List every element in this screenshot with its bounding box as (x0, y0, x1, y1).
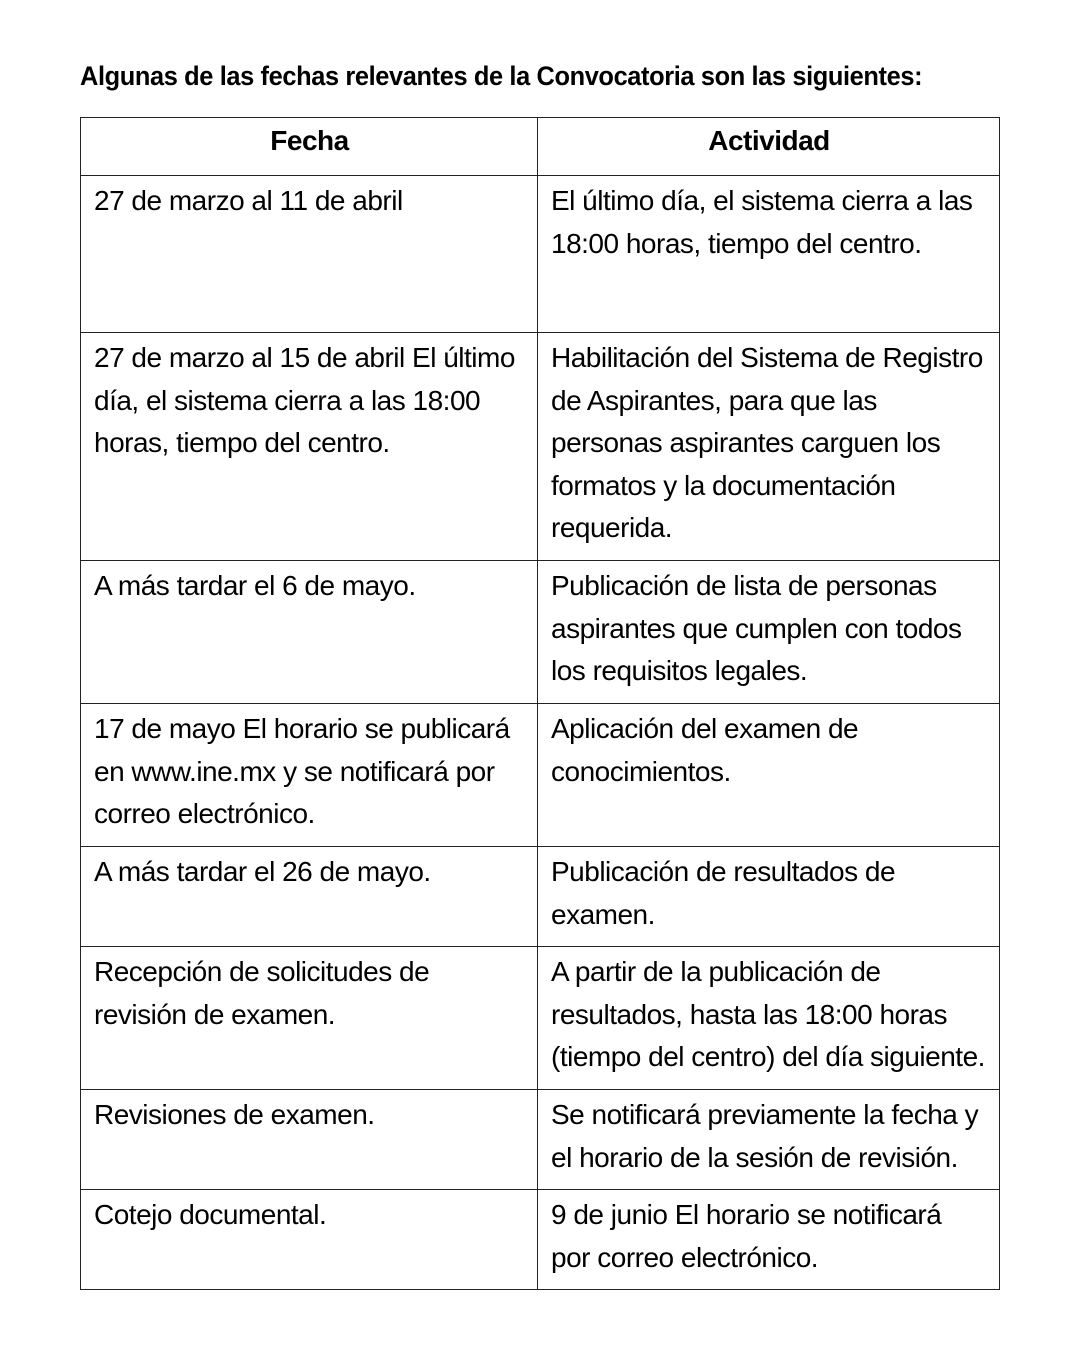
cell-actividad: Publicación de lista de personas aspirantes que cumplen con todos los requisitos legales. (538, 561, 1000, 704)
cell-actividad: Aplicación del examen de conocimientos. (538, 704, 1000, 847)
dates-table (80, 117, 1000, 1290)
cell-actividad: Habilitación del Sistema de Registro de Aspirantes, para que las personas aspirantes carguen los formatos y la documentación requerida. (538, 333, 1000, 561)
cell-fecha: 27 de marzo al 11 de abril (81, 176, 538, 333)
cell-fecha: A más tardar el 6 de mayo. (81, 561, 538, 704)
cell-actividad: A partir de la publicación de resultados, hasta las 18:00 horas (tiempo del centro) del día siguiente. (538, 947, 1000, 1090)
cell-actividad: Se notificará previamente la fecha y el horario de la sesión de revisión. (538, 1090, 1000, 1190)
header-actividad: Actividad (538, 118, 1000, 176)
cell-fecha: Recepción de solicitudes de revisión de examen. (81, 947, 538, 1090)
cell-fecha: Cotejo documental. (81, 1190, 538, 1290)
header-fecha: Fecha (81, 118, 538, 176)
table-row (81, 176, 1000, 333)
table-header-row (81, 118, 1000, 176)
cell-fecha: 27 de marzo al 15 de abril El último día, el sistema cierra a las 18:00 horas, tiempo del centro. (81, 333, 538, 561)
table-row (81, 847, 1000, 947)
cell-fecha: 17 de mayo El horario se publicará en www.ine.mx y se notificará por correo electrónico. (81, 704, 538, 847)
cell-fecha: Revisiones de examen. (81, 1090, 538, 1190)
table-row (81, 1190, 1000, 1290)
table-row (81, 1090, 1000, 1190)
cell-actividad: 9 de junio El horario se notificará por correo electrónico. (538, 1190, 1000, 1290)
cell-actividad: Publicación de resultados de examen. (538, 847, 1000, 947)
table-row (81, 561, 1000, 704)
table-row (81, 947, 1000, 1090)
table-row (81, 704, 1000, 847)
cell-fecha: A más tardar el 26 de mayo. (81, 847, 538, 947)
table-row (81, 333, 1000, 561)
page-title: Algunas de las fechas relevantes de la Convocatoria son las siguientes: (80, 61, 923, 91)
cell-actividad: El último día, el sistema cierra a las 18:00 horas, tiempo del centro. (538, 176, 1000, 333)
